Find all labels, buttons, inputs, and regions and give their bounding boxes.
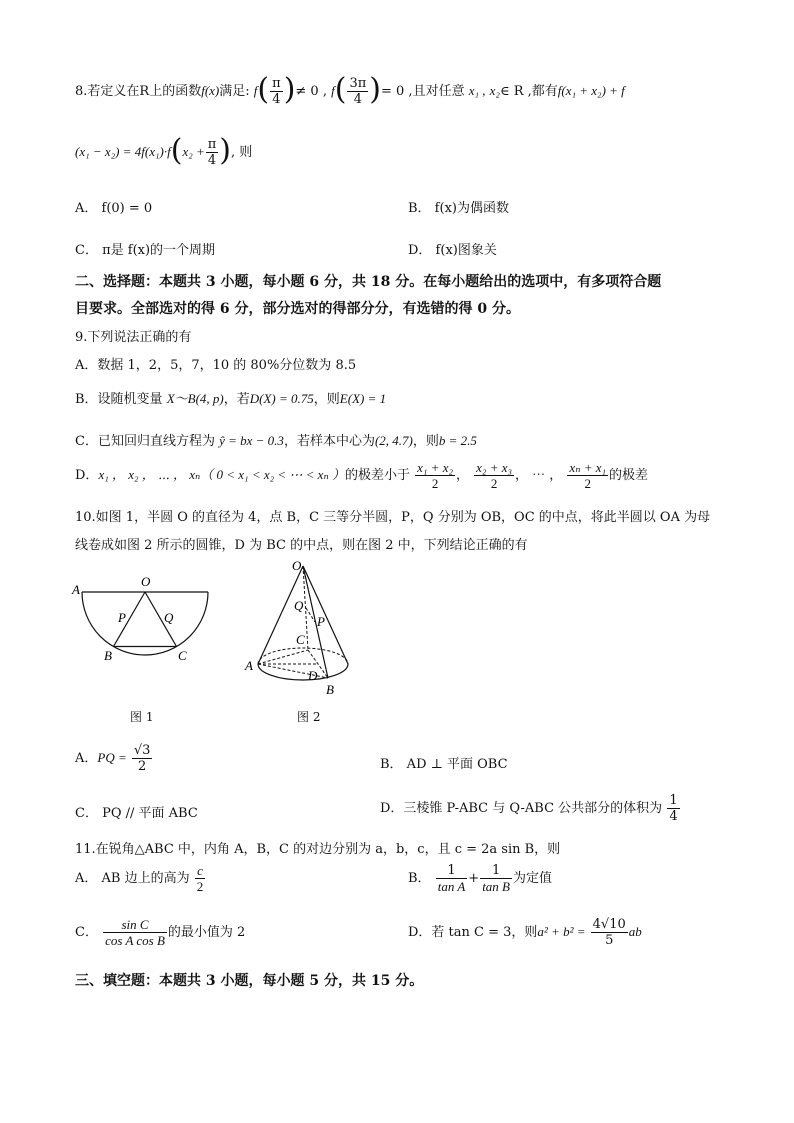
q10-d-text: D．三棱锥 P-ABC 与 Q-ABC 公共部分的体积为 <box>380 801 663 816</box>
q8-text: 满足: <box>219 84 250 99</box>
q10-a-frac <box>132 743 153 774</box>
frac-den: 4 <box>353 92 362 107</box>
q9-d-frac2 <box>474 460 514 491</box>
q10-option-a <box>75 743 153 774</box>
cone-base-back <box>258 648 348 664</box>
q10-a-math: PQ = <box>97 750 127 765</box>
frac-num: π <box>272 76 281 91</box>
q9-d-cond: （ 0 < x₁ < x₂ < ⋯ < xₙ ） <box>200 467 345 482</box>
q11-c-text: C． <box>75 925 98 940</box>
q8-f: f <box>253 83 258 98</box>
q10-option-c: C． PQ // 平面 ABC <box>75 806 198 821</box>
frac-den: 5 <box>605 933 614 948</box>
cone-base-front <box>258 664 348 680</box>
frac-num: c <box>195 863 206 879</box>
q8-x2: x₂ <box>489 83 500 98</box>
q9-d-frac3 <box>567 460 608 491</box>
q9-title: 9.下列说法正确的有 <box>75 330 192 345</box>
semicircle-arc <box>82 592 208 655</box>
q11-b-text: B． <box>408 871 431 886</box>
q8-f: f <box>331 83 335 98</box>
q9-option-d <box>75 460 648 491</box>
q9-d-sep: ， <box>456 468 470 483</box>
q9-d-text: 的极差 <box>609 468 649 483</box>
paren: ( <box>170 132 183 168</box>
frac-den: 2 <box>138 759 147 774</box>
q8-option-d: D． f(x)图象关 <box>408 243 497 258</box>
paren: ) <box>283 71 296 107</box>
segment-AB <box>258 664 328 678</box>
frac-num: π <box>207 137 217 152</box>
frac-num: x₁ + x₂ <box>417 460 453 475</box>
q8-frac-3pi4 <box>347 76 368 107</box>
frac-num: 3π <box>349 76 367 91</box>
q8-option-a: A． f(0) = 0 <box>75 201 153 216</box>
q9-b-text: B．设随机变量 <box>75 392 163 407</box>
q10-line2: 线卷成如图 2 所示的圆锥，D 为 BC 的中点，则在图 2 中，下列结论正确的有 <box>75 538 528 553</box>
figure-1-semicircle <box>68 572 218 667</box>
q10-option-d <box>380 793 681 824</box>
q9-b-text: ，若 <box>223 392 250 407</box>
q8-fx: f(x) <box>201 83 220 98</box>
frac-num: √3 <box>133 743 151 758</box>
q8-frac-pi4b <box>206 137 219 168</box>
label-C: C <box>178 648 187 663</box>
frac-num: 1 <box>669 793 678 808</box>
label-B: B <box>326 682 334 697</box>
q9-b-math: E(X) = 1 <box>339 391 387 406</box>
frac-num: xₙ + x₁ <box>569 460 607 475</box>
q8-prefix: 8.若定义在 <box>75 84 140 99</box>
q10-line1: 10.如图 1，半圆 O 的直径为 4，点 B，C 三等分半圆，P，Q 分别为 OB，OC 的中点，将此半圆以 OA 为母 <box>75 510 711 525</box>
q9-c-math: ŷ = bx − 0.3 <box>219 433 284 448</box>
label-Q: Q <box>164 610 174 625</box>
section3-title: 三、填空题：本题共 3 小题，每小题 5 分，共 15 分。 <box>75 973 424 989</box>
q8-line2 <box>75 132 253 168</box>
q9-b-math: X～B(4, p) <box>166 391 224 406</box>
q8-tail: f(x₁ + x₂) + f <box>557 83 625 98</box>
q8-option-b: B． f(x)为偶函数 <box>408 201 509 216</box>
q9-option-b <box>75 388 386 407</box>
q11-c-frac <box>103 917 167 948</box>
q11-a-frac <box>195 863 206 894</box>
q11-d-text: D．若 tan C = 3，则 <box>408 925 538 940</box>
q11-b-frac2 <box>480 863 512 894</box>
frac-den: 2 <box>196 879 204 894</box>
frac-den: 2 <box>584 476 591 491</box>
figure-1-caption: 图 1 <box>130 710 154 724</box>
q8-inR: ∈ R , <box>499 84 532 99</box>
q8-text: 且对任意 <box>412 84 465 99</box>
label-A: A <box>72 582 80 597</box>
q8-eq: = 0 , <box>381 84 413 99</box>
label-B: B <box>104 648 112 663</box>
frac-den: tan B <box>482 879 510 894</box>
q11-b-frac1 <box>436 863 468 894</box>
q8-option-c: C． π是 f(x)的一个周期 <box>75 243 216 258</box>
section2-line2: 目要求。全部选对的得 6 分，部分选对的得部分分，有选错的得 0 分。 <box>75 301 520 317</box>
frac-den: 4 <box>207 153 217 168</box>
q11-a-text: A． AB 边上的高为 <box>75 871 190 886</box>
q9-b-text: ，则 <box>313 392 340 407</box>
segment-AC <box>258 650 308 664</box>
q8-x1: x₁ , <box>468 83 486 98</box>
q11-c-text: 的最小值为 2 <box>167 925 246 940</box>
frac-num: x₂ + x₃ <box>476 460 513 475</box>
q9-d-text: D． <box>75 468 99 483</box>
frac-den: 4 <box>669 809 678 824</box>
q9-c-text: ，则 <box>412 434 439 449</box>
q11-d-math: ab <box>628 924 642 939</box>
q8-line1 <box>75 71 625 107</box>
cone-side-right <box>303 566 348 664</box>
q9-c-math: (2, 4.7) <box>374 433 413 448</box>
q11-option-a <box>75 863 206 894</box>
label-O: O <box>141 574 151 589</box>
label-C: C <box>296 632 305 647</box>
q9-option-a: A．数据 1，2，5，7，10 的 80%分位数为 8.5 <box>75 358 357 373</box>
q10-a-text: A． <box>75 751 98 766</box>
frac-den: 2 <box>431 476 439 491</box>
q9-d-vars: x₁ ， x₂ ， ⋯ ， xₙ <box>98 467 201 482</box>
frac-den: tan A <box>437 879 466 894</box>
label-A: A <box>245 658 253 673</box>
q10-option-b: B． AD ⊥ 平面 OBC <box>380 757 508 772</box>
paren: ) <box>219 132 232 168</box>
frac-num: 1 <box>480 863 512 879</box>
paren: ( <box>334 71 347 107</box>
q8-neq: ≠ 0 , <box>295 84 327 99</box>
paren: ( <box>257 71 270 107</box>
q9-d-frac1 <box>415 460 455 491</box>
label-P: P <box>317 614 325 629</box>
frac-den: cos A cos B <box>105 933 165 948</box>
frac-den: 4 <box>272 92 281 107</box>
q11-option-d <box>408 917 642 948</box>
frac-den: 2 <box>490 476 498 491</box>
q8-end: , 则 <box>231 145 253 160</box>
cone-side-left <box>258 566 303 664</box>
q11-b-plus: + <box>468 871 480 886</box>
q8-set-R: R <box>139 84 150 99</box>
frac-num: 4√10 <box>592 917 626 932</box>
label-D: D <box>308 668 318 683</box>
section2-line1: 二、选择题：本题共 3 小题，每小题 6 分，共 18 分。在每小题给出的选项中，有多项符合题 <box>75 274 662 290</box>
q11-b-text: 为定值 <box>513 871 553 886</box>
q9-option-c <box>75 430 477 449</box>
q11-title: 11.在锐角△ABC 中，内角 A，B，C 的对边分别为 a，b，c，且 c = 2a sin B，则 <box>75 842 561 857</box>
q9-c-text: C．已知回归直线方程为 <box>75 434 215 449</box>
q10-d-frac <box>667 793 679 824</box>
label-O: O <box>292 558 302 573</box>
figure-2-cone <box>240 558 360 700</box>
q11-option-c <box>75 917 245 948</box>
q11-d-math: a² + b² = <box>537 924 586 939</box>
q9-c-text: ，若样本中心为 <box>283 434 375 449</box>
q9-b-math: D(X) = 0.75 <box>249 391 314 406</box>
q8-lhs: (x₁ − x₂) = 4f(x₁)·f <box>75 144 171 159</box>
q8-x2plus: x₂ + <box>182 144 205 159</box>
q9-c-math: b = 2.5 <box>438 433 477 448</box>
q11-option-b <box>408 863 552 894</box>
label-Q: Q <box>294 598 304 613</box>
frac-num: 1 <box>436 863 468 879</box>
figure-2-caption: 图 2 <box>297 710 321 724</box>
frac-num: sin C <box>103 917 167 933</box>
q9-d-text: 的极差小于 <box>344 468 410 483</box>
q9-d-dots: ， ⋯ ， <box>515 468 563 483</box>
q8-text: 上的函数 <box>149 84 202 99</box>
paren: ) <box>369 71 381 107</box>
q8-frac-pi4 <box>270 76 283 107</box>
label-P: P <box>118 610 126 625</box>
q8-text: 都有 <box>531 84 558 99</box>
q11-d-frac <box>591 917 628 948</box>
